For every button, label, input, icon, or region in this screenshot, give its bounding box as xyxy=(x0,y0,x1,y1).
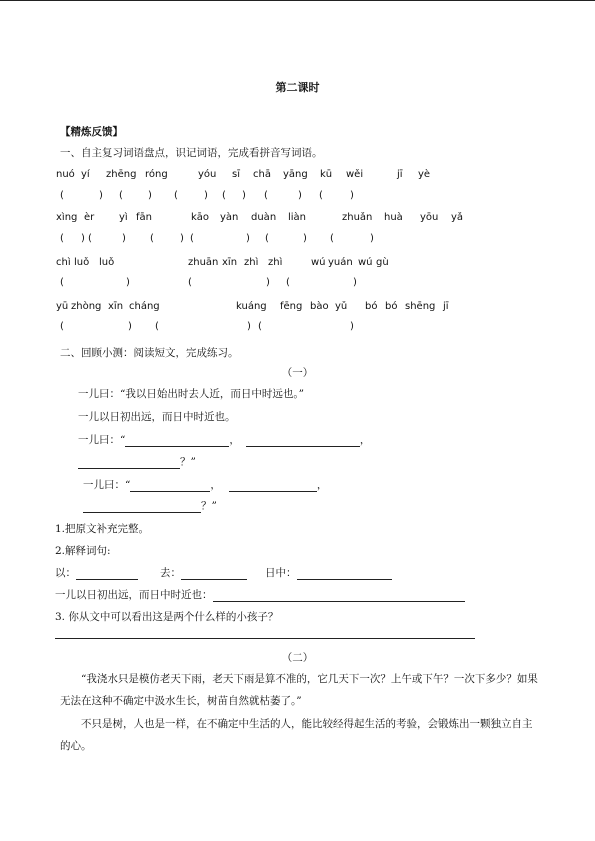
passage-1-label: （一） xyxy=(281,367,314,379)
pinyin-syllable: fān xyxy=(136,212,152,223)
sentence-label: 一儿以日初出远，而日中时近也： xyxy=(55,589,213,601)
paren-open: ( xyxy=(88,233,92,244)
pinyin-syllable: xīn xyxy=(222,257,238,268)
paren-open: ( xyxy=(60,321,64,332)
fill-suffix: ？” xyxy=(201,500,217,512)
paren-open: ( xyxy=(258,321,262,332)
answer-blank[interactable] xyxy=(76,567,138,580)
word-label: 以： xyxy=(55,567,76,579)
pinyin-syllable: yè xyxy=(418,169,431,180)
comma: ， xyxy=(316,479,328,491)
paren-open: ( xyxy=(330,233,334,244)
paren-close: ) xyxy=(370,233,374,244)
pinyin-syllable: duàn xyxy=(251,212,277,223)
paren-close: ) xyxy=(247,321,251,332)
paren-close: ) xyxy=(298,190,302,201)
answer-blank[interactable] xyxy=(181,567,247,580)
paren-open: ( xyxy=(150,233,154,244)
pinyin-syllable: yū xyxy=(56,301,69,312)
pinyin-syllable: chì xyxy=(56,257,71,268)
paren-close: ) xyxy=(350,190,354,201)
passage-2-paragraph-2: 不只是树，人也是一样，在不确定中生活的人，能比较经得起生活的考验，会锻炼出一颗独立自主的心。 xyxy=(60,718,533,752)
pinyin-syllable: xīn xyxy=(108,301,124,312)
word-label: 日中： xyxy=(265,567,297,579)
pinyin-syllable: bó xyxy=(365,301,378,312)
answer-blank[interactable] xyxy=(78,456,180,469)
paren-close: ) xyxy=(266,277,270,288)
comma: ， xyxy=(359,434,371,446)
define-rizhong xyxy=(265,565,392,580)
paren-open: ( xyxy=(155,321,159,332)
pinyin-syllable: bó xyxy=(385,301,398,312)
pinyin-syllable: fēng xyxy=(280,301,303,312)
pinyin-syllable: zhuān xyxy=(188,257,219,268)
pinyin-syllable: yǎ xyxy=(451,212,464,223)
paren-close: ) xyxy=(99,190,103,201)
question-2-heading: 二、回顾小测：阅读短文，完成练习。 xyxy=(60,347,239,359)
pinyin-syllable: èr xyxy=(84,212,95,223)
pinyin-syllable: jī xyxy=(397,169,403,180)
paren-open: ( xyxy=(174,190,178,201)
sub-question-1: 1.把原文补充完整。 xyxy=(55,523,150,535)
pinyin-syllable: wú xyxy=(358,257,373,268)
section-label: 【精炼反馈】 xyxy=(60,126,123,138)
pinyin-syllable: gù xyxy=(376,257,389,268)
sub-question-3: 3. 你从文中可以看出这是两个什么样的小孩子？ xyxy=(55,611,279,623)
comma: ， xyxy=(210,479,221,491)
fill-prefix: 一儿曰：“ xyxy=(83,479,131,491)
answer-blank[interactable] xyxy=(213,589,465,602)
answer-blank[interactable] xyxy=(297,567,392,580)
comma: ， xyxy=(229,434,240,446)
pinyin-syllable: luǒ xyxy=(74,257,90,268)
sub-question-2: 2.解释词句: xyxy=(55,545,111,557)
paren-close: ) xyxy=(180,233,184,244)
passage-1-line-1: 一儿曰：“我以日始出时去人近，而日中时远也。” xyxy=(78,388,304,400)
pinyin-syllable: yuán xyxy=(328,257,353,268)
fill-suffix: ？” xyxy=(180,456,196,468)
answer-blank[interactable] xyxy=(246,434,360,447)
answer-blank[interactable] xyxy=(83,500,201,513)
pinyin-syllable: shēng xyxy=(405,301,436,312)
paren-close: ) xyxy=(148,190,152,201)
answer-blank[interactable] xyxy=(130,479,210,492)
paren-open: ( xyxy=(188,277,192,288)
define-qu xyxy=(160,565,247,580)
fill-line-1 xyxy=(78,432,370,447)
pinyin-syllable: yōu xyxy=(420,212,439,223)
page-title: 第二课时 xyxy=(275,81,320,94)
paren-open: ( xyxy=(60,233,64,244)
answer-line[interactable] xyxy=(55,638,475,639)
pinyin-syllable: yǔ xyxy=(335,301,348,312)
paren-close: ) xyxy=(350,321,354,332)
answer-blank[interactable] xyxy=(125,434,229,447)
pinyin-syllable: zhòng xyxy=(71,301,102,312)
question-1-heading: 一、自主复习词语盘点，识记词语，完成看拼音写词语。 xyxy=(60,147,323,159)
pinyin-syllable: yì xyxy=(119,212,128,223)
paren-close: ) xyxy=(122,233,126,244)
pinyin-syllable: huà xyxy=(384,212,403,223)
pinyin-syllable: jī xyxy=(443,301,449,312)
paren-open: ( xyxy=(222,190,226,201)
pinyin-syllable: yàn xyxy=(220,212,239,223)
fill-line-3 xyxy=(83,477,327,492)
pinyin-syllable: róng xyxy=(145,169,168,180)
pinyin-syllable: zhēng xyxy=(106,169,137,180)
pinyin-syllable: cháng xyxy=(129,301,160,312)
pinyin-syllable: zhì xyxy=(244,257,259,268)
word-label: 去： xyxy=(160,567,181,579)
paren-open: ( xyxy=(60,277,64,288)
define-yi xyxy=(55,565,138,580)
answer-blank[interactable] xyxy=(229,479,317,492)
paren-close: ) xyxy=(128,321,132,332)
pinyin-syllable: zhuǎn xyxy=(342,212,373,223)
paren-open: ( xyxy=(319,190,323,201)
pinyin-syllable: bào xyxy=(310,301,329,312)
paren-open: ( xyxy=(60,190,64,201)
passage-2-paragraph-1: “我浇水只是模仿老天下雨，老天下雨是算不准的，它几天下一次？上午或下午？一次下多少？如果无法在这种不确定中汲水生长，树苗自然就枯萎了。” xyxy=(60,673,538,707)
paren-close: ) xyxy=(353,277,357,288)
passage-1-line-2: 一儿以日初出远，而日中时近也。 xyxy=(78,411,236,423)
define-sentence xyxy=(55,587,465,602)
fill-prefix: 一儿曰：“ xyxy=(78,434,126,446)
pinyin-syllable: zhì xyxy=(268,257,283,268)
paren-open: ( xyxy=(264,190,268,201)
pinyin-syllable: wěi xyxy=(346,169,364,180)
paren-open: ( xyxy=(265,233,269,244)
pinyin-syllable: wú xyxy=(311,257,326,268)
passage-2-label: （二） xyxy=(281,652,314,664)
paren-open: ( xyxy=(119,190,123,201)
pinyin-syllable: yóu xyxy=(198,169,217,180)
pinyin-syllable: nuó xyxy=(56,169,75,180)
paren-close: ) xyxy=(242,190,246,201)
pinyin-syllable: kāo xyxy=(191,212,210,223)
paren-close: ) xyxy=(204,190,208,201)
fill-line-2 xyxy=(78,454,196,469)
paren-close: ) xyxy=(303,233,307,244)
fill-line-4 xyxy=(83,498,217,513)
paren-open: ( xyxy=(190,233,194,244)
paren-close: ) xyxy=(246,233,250,244)
pinyin-syllable: kuáng xyxy=(236,301,267,312)
pinyin-syllable: liàn xyxy=(288,212,307,223)
pinyin-syllable: luǒ xyxy=(99,257,115,268)
pinyin-syllable: sī xyxy=(232,169,240,180)
pinyin-syllable: yí xyxy=(81,169,90,180)
pinyin-syllable: yāng xyxy=(283,169,308,180)
paren-close: ) xyxy=(126,277,130,288)
pinyin-syllable: kū xyxy=(320,169,333,180)
paren-open: ( xyxy=(286,277,290,288)
pinyin-syllable: xìng xyxy=(56,212,78,223)
paren-close: ) xyxy=(81,233,85,244)
pinyin-syllable: chā xyxy=(253,169,271,180)
page-top-rule xyxy=(0,0,595,1)
